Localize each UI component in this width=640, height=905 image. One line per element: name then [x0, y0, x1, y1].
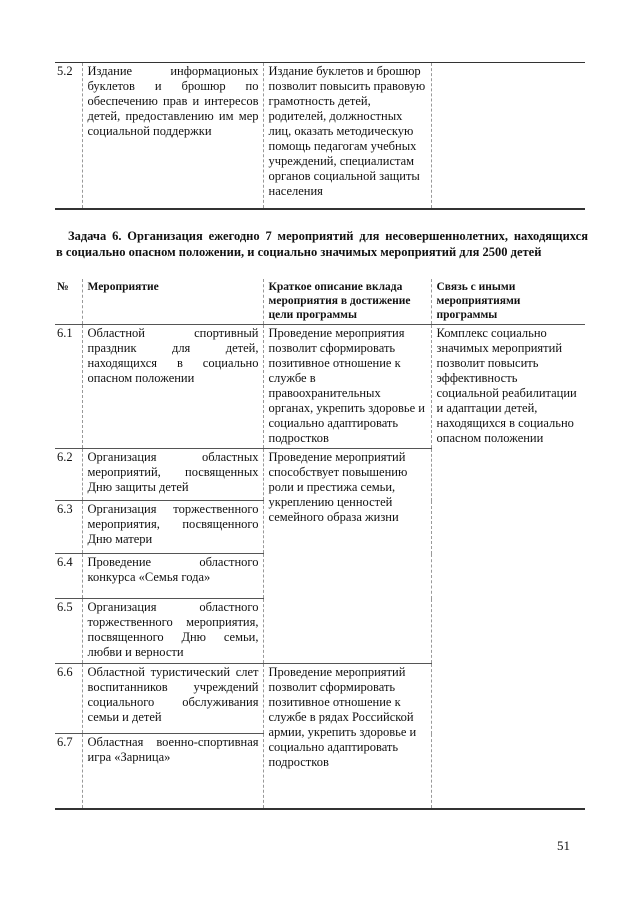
table-row	[55, 63, 585, 209]
event-cell: Издание информационых буклетов и брошюр по обеспечению прав и интересов детей, предоставлению им мер социальной поддержки	[82, 63, 263, 209]
description-cell: Проведение мероприятий позволит сформировать позитивное отношение к службе в рядах Российской армии, укрепить здоровье и социально адаптировать подростков	[263, 664, 431, 809]
header-number: №	[55, 279, 82, 325]
event-cell: Областной спортивный праздник для детей, находящихся в социально опасном положении	[82, 325, 263, 449]
table-task6	[55, 279, 585, 810]
task-heading-line2: в социально опасном положении, и социально значимых мероприятий для 2500 детей	[56, 245, 542, 259]
task-heading-line1: Задача 6. Организация ежегодно 7 мероприятий для несовершеннолетних, находящихся	[68, 229, 588, 243]
row-number: 6.6	[55, 664, 82, 734]
event-cell: Организация торжественного мероприятия, посвященного Дню матери	[82, 501, 263, 554]
header-link: Связь с иными мероприятиями программы	[431, 279, 585, 325]
event-cell: Проведение областного конкурса «Семья года»	[82, 554, 263, 599]
description-cell: Проведение мероприятий способствует повышению роли и престижа семьи, укреплению ценностей семейного образа жизни	[263, 449, 431, 664]
table-header	[55, 279, 585, 325]
row-number: 6.7	[55, 734, 82, 809]
event-cell: Областная военно-спортивная игра «Зарница»	[82, 734, 263, 809]
description-cell: Издание буклетов и брошюр позволит повысить правовую грамотность детей, родителей, должностных лиц, оказать методическую помощь педагогам учебных учреждений, специалистам органов социальной защиты населения	[263, 63, 431, 209]
event-cell: Организация областного торжественного мероприятия, посвященного Дню семьи, любви и верности	[82, 599, 263, 664]
table-task5	[55, 62, 585, 210]
task-heading	[56, 228, 588, 260]
table-row	[55, 325, 585, 449]
row-number: 6.2	[55, 449, 82, 501]
description-cell: Проведение мероприятия позволит сформировать позитивное отношение к службе в правоохранительных органах, укрепить здоровье и социально адаптировать подростков	[263, 325, 431, 449]
event-cell: Организация областных мероприятий, посвященных Дню защиты детей	[82, 449, 263, 501]
row-number: 5.2	[55, 63, 82, 209]
link-cell	[431, 63, 585, 209]
event-cell: Областной туристический слет воспитанников учреждений социального обслуживания семьи и детей	[82, 664, 263, 734]
row-number: 6.3	[55, 501, 82, 554]
header-description: Краткое описание вклада мероприятия в достижение цели программы	[263, 279, 431, 325]
link-cell: Комплекс социально значимых мероприятий позволит повысить эффективность социальной реабилитации и адаптации детей, находящихся в социально опасном положении	[431, 325, 585, 809]
header-event: Мероприятие	[82, 279, 263, 325]
row-number: 6.4	[55, 554, 82, 599]
page-number: 51	[557, 838, 570, 853]
row-number: 6.1	[55, 325, 82, 449]
row-number: 6.5	[55, 599, 82, 664]
